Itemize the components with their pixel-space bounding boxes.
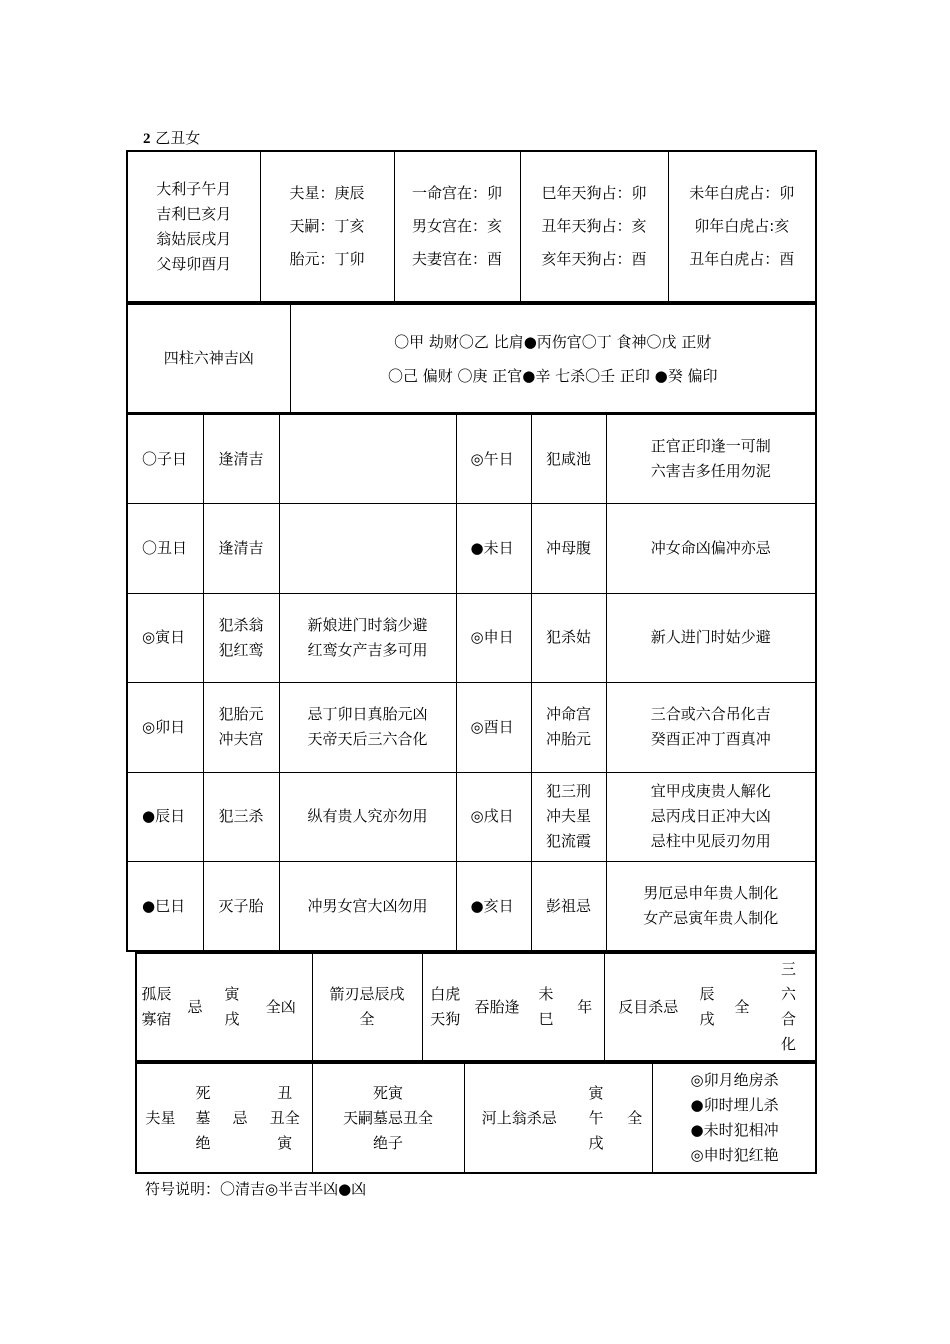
header-col1-line-0: 大利子午月	[156, 179, 232, 198]
day-left-note-line: 红鸾女产吉多可用	[307, 640, 428, 659]
day-right-rule	[531, 414, 606, 504]
day-left-rule-line: 冲夫宫	[218, 730, 264, 749]
header-col4-line-2: 亥年天狗占：酉	[541, 250, 647, 268]
jian-ren-line-1: 全	[359, 1010, 375, 1028]
day-left-rule	[203, 862, 279, 952]
day-right-rule-line: 冲命宫	[545, 705, 591, 724]
gu-chen-line-0: 孤辰	[141, 985, 172, 1003]
header-col3-line-1: 男女宫在：亥	[411, 217, 502, 235]
symbol-legend: 符号说明：〇清吉◎半吉半凶●凶	[145, 1180, 367, 1198]
he-shang-branch-0: 寅	[588, 1083, 604, 1102]
fu-xing-stage-1: 墓	[195, 1108, 211, 1127]
day-table	[126, 413, 817, 952]
jian-ren-cell	[312, 953, 422, 1061]
fan-mu-branch-1: 戌	[699, 1010, 715, 1028]
day-right-rule	[531, 683, 606, 773]
day-row	[127, 772, 816, 862]
header-col3-line-0: 一命宫在：卯	[411, 184, 502, 202]
he-shang-branch-1: 午	[588, 1108, 604, 1127]
header-col3-line-2: 夫妻宫在：酉	[411, 250, 502, 268]
day-right-line: ◎申日	[470, 628, 514, 647]
day-right-rule-line: 犯三刑	[545, 782, 591, 801]
day-left-rule-line: 犯三杀	[218, 807, 264, 826]
header-col4	[520, 151, 668, 302]
day-right-rule-line: 冲母腹	[545, 538, 591, 557]
header-col2-line-2: 胎元：丁卯	[289, 250, 365, 268]
day-left-note-line: 忌丁卯日真胎元凶	[307, 705, 428, 724]
fu-xing-label: 夫星	[136, 1063, 184, 1173]
tun-tai-branches	[526, 953, 566, 1061]
day-right	[456, 862, 531, 952]
day-right-rule-line: 犯流霞	[545, 832, 591, 851]
day-right-note-line: 癸酉正冲丁酉真冲	[650, 730, 771, 749]
day-left-note	[279, 593, 456, 683]
day-right-rule	[531, 593, 606, 683]
day-right-note-line: 六害吉多任用勿泥	[650, 462, 771, 480]
day-left-note	[279, 862, 456, 952]
gu-chen-line-1: 寡宿	[141, 1010, 172, 1028]
day-right	[456, 504, 531, 594]
day-right-line: ◎酉日	[470, 717, 514, 736]
jian-ren-line-0: 箭刃忌辰戌	[329, 985, 405, 1003]
header-table	[126, 150, 817, 303]
fu-xing-branch-1: 丑全	[269, 1108, 300, 1127]
tun-tai-branch-1: 巳	[538, 1010, 554, 1028]
day-right	[456, 593, 531, 683]
day-right	[456, 683, 531, 773]
header-col5-line-2: 丑年白虎占：酉	[689, 250, 795, 268]
tian-si-cell	[312, 1063, 464, 1173]
day-right-line: ◎午日	[470, 449, 514, 468]
day-left-note-line: 新娘进门时翁少避	[307, 615, 428, 634]
day-right-note	[606, 772, 816, 862]
header-col2	[260, 151, 394, 302]
taboo-line-2: ●未时犯相冲	[690, 1121, 779, 1139]
header-col1	[127, 151, 260, 302]
day-left-rule-line: 犯胎元	[218, 705, 264, 724]
day-left-rule-line: 逢清吉	[218, 449, 264, 468]
day-left-line: 〇子日	[142, 449, 188, 468]
header-col3	[394, 151, 520, 302]
gu-chen-branches	[214, 953, 250, 1061]
gu-chen-branch-0: 寅	[224, 985, 240, 1003]
day-right-note	[606, 593, 816, 683]
day-left-note	[279, 772, 456, 862]
day-left-note-line: 冲男女宫大凶勿用	[307, 896, 428, 915]
day-left-line: ◎寅日	[142, 628, 186, 647]
day-left-line: ◎卯日	[142, 717, 186, 736]
day-right-rule-line: 犯杀姑	[545, 628, 591, 647]
day-left-rule	[203, 593, 279, 683]
tun-tai-text: 吞胎逢	[474, 997, 520, 1016]
fu-xing-stage-0: 死	[195, 1083, 211, 1102]
header-col2-line-1: 天嗣：丁亥	[289, 217, 365, 235]
gu-chen-ji: 忌	[187, 997, 203, 1016]
day-left-line: ●辰日	[142, 807, 186, 826]
day-row	[127, 862, 816, 952]
day-left-line: 〇丑日	[142, 538, 188, 557]
he-shang-branch-2: 戌	[588, 1133, 604, 1152]
fan-mu-char-0: 三	[780, 960, 796, 978]
day-right-note-line: 新人进门时姑少避	[650, 628, 771, 647]
he-shang-branches	[574, 1063, 618, 1173]
sixgods-content	[290, 304, 816, 413]
taboo-line-3: ◎申时犯红艳	[690, 1146, 779, 1164]
day-left-rule	[203, 414, 279, 504]
day-right-note-line: 忌柱中见辰刃勿用	[650, 832, 771, 851]
fan-mu-quan: 全	[734, 997, 750, 1016]
fan-mu-label: 反目杀忌	[604, 953, 692, 1061]
tun-tai-branch-0: 未	[538, 985, 554, 1003]
day-left	[127, 593, 203, 683]
day-right-note	[606, 862, 816, 952]
day-row	[127, 593, 816, 683]
header-col5-line-0: 未年白虎占：卯	[689, 184, 795, 202]
day-right-note	[606, 504, 816, 594]
day-right-note-line: 宜甲戌庚贵人解化	[650, 782, 771, 801]
gu-chen-label	[136, 953, 176, 1061]
day-right-line: ●未日	[470, 538, 514, 557]
month-hour-taboos	[652, 1063, 816, 1173]
day-right-rule	[531, 862, 606, 952]
day-left	[127, 772, 203, 862]
day-left-rule-line: 犯杀翁	[218, 615, 264, 634]
day-right-note-line: 男厄忌申年贵人制化	[643, 884, 779, 902]
tian-si-line-0: 死寅	[372, 1083, 403, 1102]
header-col1-line-2: 翁姑辰戌月	[156, 229, 232, 248]
fan-mu-branches	[692, 953, 722, 1061]
day-right-rule	[531, 772, 606, 862]
fan-mu-char-3: 化	[780, 1035, 796, 1053]
day-left-rule	[203, 683, 279, 773]
day-left-rule	[203, 504, 279, 594]
gu-chen-result: 全凶	[250, 953, 312, 1061]
day-left-rule-line: 灭子胎	[218, 896, 264, 915]
day-left	[127, 862, 203, 952]
header-col5	[668, 151, 816, 302]
header-col5-line-1: 卯年白虎占:亥	[694, 217, 790, 235]
header-col4-line-0: 巳年天狗占：卯	[541, 184, 647, 202]
day-right-note-line: 正官正印逢一可制	[650, 437, 771, 455]
day-left-rule-line: 犯红鸾	[218, 640, 264, 659]
taboo-table-1	[135, 952, 817, 1062]
header-col4-line-1: 丑年天狗占：亥	[541, 217, 647, 235]
bai-hu-line-0: 白虎	[430, 985, 461, 1003]
day-left-rule-line: 逢清吉	[218, 538, 264, 557]
bai-hu-label	[422, 953, 468, 1061]
sixgods-table	[126, 303, 817, 414]
day-row	[127, 683, 816, 773]
day-left-rule	[203, 772, 279, 862]
day-left	[127, 414, 203, 504]
tian-si-line-2: 绝子	[372, 1133, 403, 1152]
fan-mu-char-2: 合	[780, 1010, 796, 1028]
tian-si-line-1: 天嗣墓忌丑全	[342, 1108, 433, 1127]
day-right-rule-line: 冲夫星	[545, 807, 591, 826]
header-col1-line-3: 父母卯酉月	[156, 254, 232, 273]
day-right-note	[606, 414, 816, 504]
fu-xing-branch-0: 丑	[277, 1083, 293, 1102]
day-row	[127, 414, 816, 504]
day-left-line: ●巳日	[142, 896, 186, 915]
taboo-line-1: ●卯时埋儿杀	[690, 1096, 779, 1114]
fu-xing-ji: 忌	[232, 1108, 248, 1127]
day-left	[127, 504, 203, 594]
he-shang-label: 河上翁杀忌	[464, 1063, 574, 1173]
gu-chen-branch-1: 戌	[224, 1010, 240, 1028]
day-right-note-line: 女产忌寅年贵人制化	[643, 909, 779, 927]
taboo-table-2	[135, 1062, 817, 1174]
bai-hu-line-1: 天狗	[430, 1010, 461, 1028]
header-col1-line-1: 吉利巳亥月	[156, 204, 232, 223]
day-right-note	[606, 683, 816, 773]
taboo-line-0: ◎卯月绝房杀	[690, 1071, 779, 1089]
sixgods-line1: 〇甲 劫财〇乙 比肩●丙伤官〇丁 食神〇戊 正财	[394, 332, 712, 351]
fu-xing-stage-2: 绝	[195, 1133, 211, 1152]
fan-mu-char-1: 六	[780, 985, 796, 1003]
he-shang-quan: 全	[618, 1063, 652, 1173]
tun-tai-year: 年	[566, 953, 604, 1061]
day-left	[127, 683, 203, 773]
day-left-note	[279, 504, 456, 594]
day-left-note-line: 纵有贵人究亦勿用	[307, 807, 428, 826]
day-right-rule	[531, 504, 606, 594]
day-right-rule-line: 冲胎元	[545, 730, 591, 749]
fu-xing-branches	[258, 1063, 312, 1173]
day-right-rule-line: 彭祖忌	[545, 896, 591, 915]
day-right-line: ◎戌日	[470, 807, 514, 826]
fan-mu-branch-0: 辰	[699, 985, 715, 1003]
sixgods-label: 四柱六神吉凶	[127, 304, 290, 413]
fu-xing-branch-2: 寅	[277, 1133, 293, 1152]
day-left-note-line: 天帝天后三六合化	[307, 730, 428, 749]
day-row	[127, 504, 816, 594]
sixgods-line2: 〇己 偏财 〇庚 正官●辛 七杀〇壬 正印 ●癸 偏印	[387, 366, 718, 385]
day-right-note-line: 冲女命凶偏冲亦忌	[650, 538, 771, 557]
fan-mu-hehua	[762, 953, 816, 1061]
day-right-rule-line: 犯咸池	[545, 449, 591, 468]
day-right-line: ●亥日	[470, 896, 514, 915]
day-right-note-line: 三合或六合吊化吉	[650, 705, 771, 724]
day-left-note	[279, 683, 456, 773]
page-title: 2 乙丑女	[143, 129, 201, 147]
day-right	[456, 772, 531, 862]
day-left-note	[279, 414, 456, 504]
header-col2-line-0: 夫星：庚辰	[289, 184, 365, 202]
fu-xing-stages	[184, 1063, 222, 1173]
day-right-note-line: 忌丙戌日正冲大凶	[650, 807, 771, 826]
day-right	[456, 414, 531, 504]
